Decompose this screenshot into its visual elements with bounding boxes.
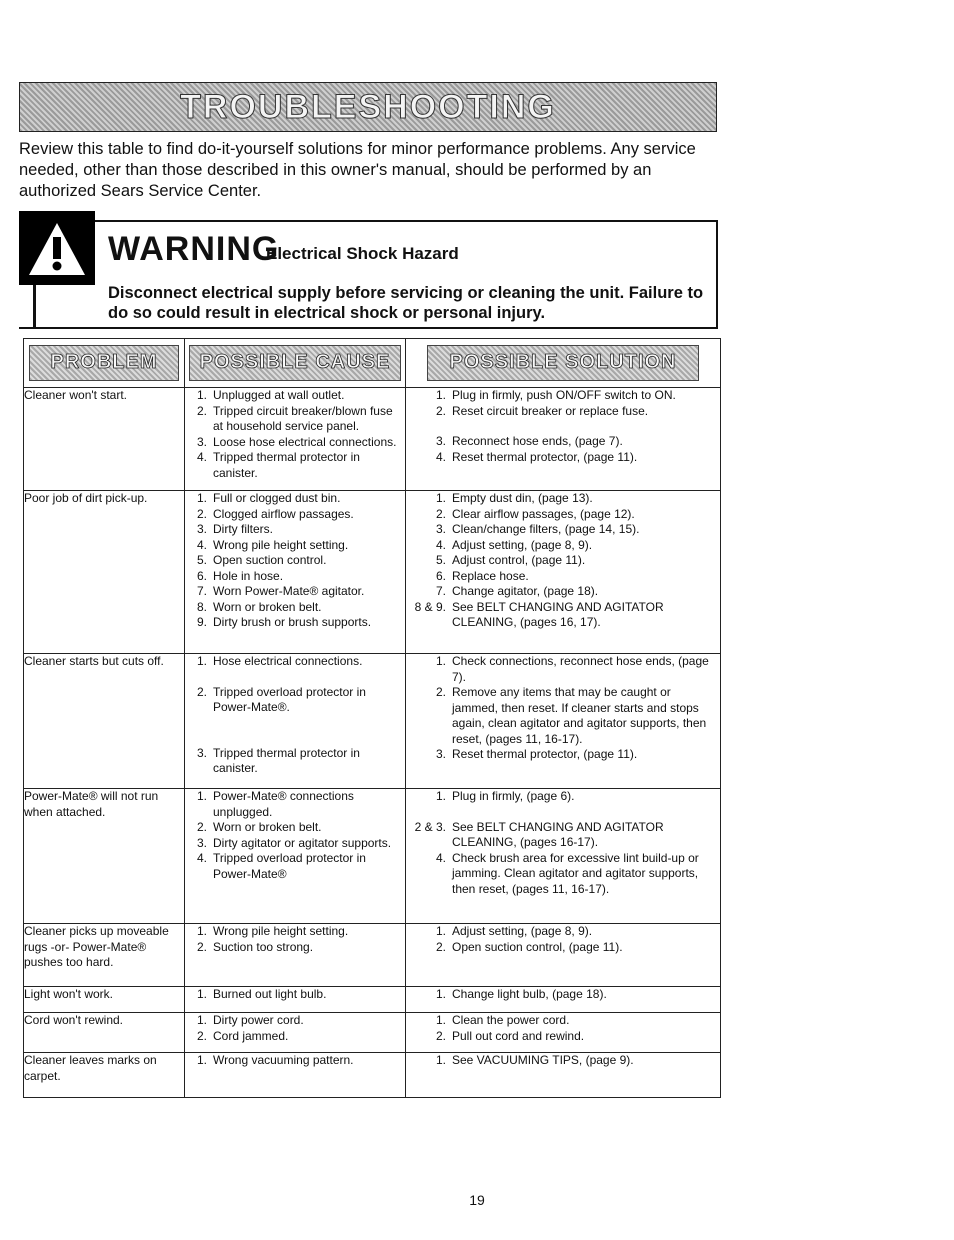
item-number: 7.: [435, 584, 446, 598]
item-text: Tripped overload protector in Power-Mate®: [213, 851, 366, 881]
solution-item: [406, 522, 720, 538]
table-row: [24, 789, 721, 924]
item-number: 3.: [196, 745, 207, 760]
table-row: [24, 1013, 721, 1053]
cause-cell: [185, 1013, 406, 1053]
item-number: 1.: [435, 987, 446, 1001]
item-number: 3.: [435, 434, 446, 448]
header-problem-cell: [24, 339, 185, 388]
section-title: TROUBLESHOOTING: [180, 87, 556, 126]
item-text: Tripped thermal protector in canister.: [213, 450, 360, 480]
problem-cell: [24, 789, 185, 924]
cause-cell: [185, 789, 406, 924]
cause-item: [185, 553, 405, 569]
item-text: Empty dust din, (page 13).: [452, 491, 593, 505]
problem-cell: [24, 491, 185, 654]
item-number: 4.: [435, 537, 446, 552]
item-text: Tripped thermal protector in canister.: [213, 745, 360, 775]
item-text: Loose hose electrical connections.: [213, 434, 397, 449]
solution-item: [406, 434, 720, 450]
item-number: 1.: [196, 1053, 207, 1067]
cause-item: [185, 654, 405, 670]
item-text: Pull out cord and rewind.: [452, 1028, 585, 1043]
item-number: 4.: [196, 537, 207, 552]
cause-item: [185, 685, 405, 716]
solution-cell: [406, 924, 721, 987]
item-text: Clogged airflow passages.: [213, 506, 354, 521]
solution-item: [406, 450, 720, 466]
item-text: Adjust setting, (page 8, 9).: [452, 537, 593, 552]
item-text: Dirty agitator or agitator supports.: [213, 835, 392, 850]
solution-item: [406, 987, 720, 1003]
header-solution: POSSIBLE SOLUTION: [427, 345, 699, 381]
warning-subtitle: Electrical Shock Hazard: [266, 244, 459, 263]
item-text: Remove any items that may be caught or jammed, then reset. If cleaner starts and stops again, clean agitator and agitator supports, then reset, (pages 11, 16-17).: [452, 685, 707, 746]
table-row: [24, 388, 721, 491]
solution-item: [406, 584, 720, 600]
item-text: Clean the power cord.: [452, 1013, 570, 1027]
item-text: Reset thermal protector, (page 11).: [452, 449, 638, 464]
solution-item: [406, 600, 720, 631]
troubleshooting-table: [23, 338, 721, 1098]
warning-triangle-icon: [19, 211, 95, 285]
item-text: Wrong pile height setting.: [213, 924, 349, 938]
problem-text: Cleaner picks up moveable rugs -or- Power-Mate® pushes too hard.: [24, 924, 169, 969]
item-text: Power-Mate® connections unplugged.: [213, 789, 354, 819]
cause-item: [185, 388, 405, 404]
table-row: [24, 491, 721, 654]
header-problem: PROBLEM: [29, 345, 179, 381]
item-number: 5.: [196, 553, 207, 567]
spacer: [185, 670, 405, 685]
item-text: Check connections, reconnect hose ends, (page 7).: [452, 654, 709, 684]
item-text: Plug in firmly, (page 6).: [452, 789, 575, 803]
item-number: 1.: [196, 924, 207, 938]
solution-cell: [406, 1053, 721, 1098]
item-text: Clear airflow passages, (page 12).: [452, 506, 635, 521]
item-number: 3.: [196, 434, 207, 449]
problem-cell: [24, 924, 185, 987]
item-number: 8.: [196, 599, 207, 614]
item-text: See BELT CHANGING AND AGITATOR CLEANING, (pages 16-17).: [452, 819, 664, 849]
solution-item: [406, 569, 720, 585]
solution-item: [406, 1013, 720, 1029]
solution-cell: [406, 1013, 721, 1053]
problem-cell: [24, 1013, 185, 1053]
cause-item: [185, 746, 405, 777]
solution-cell: [406, 987, 721, 1013]
solution-item: [406, 747, 720, 763]
item-text: Worn or broken belt.: [213, 820, 322, 834]
item-number: 1.: [196, 1013, 207, 1027]
cause-item: [185, 836, 405, 852]
item-number: 1.: [196, 654, 207, 668]
item-number: 5.: [435, 553, 446, 567]
item-text: Tripped circuit breaker/blown fuse at household service panel.: [213, 403, 393, 433]
item-number: 8 & 9.: [414, 599, 446, 614]
cause-cell: [185, 987, 406, 1013]
cause-item: [185, 404, 405, 435]
page-number: 19: [469, 1192, 485, 1208]
cause-item: [185, 1029, 405, 1045]
item-number: 4.: [196, 450, 207, 464]
item-text: Check brush area for excessive lint build-up or jamming. Clean agitator and agitator supports, then reset, (pages 11, 16-17).: [452, 850, 699, 896]
item-number: 2.: [196, 939, 207, 954]
item-number: 2.: [435, 506, 446, 521]
header-solution-cell: [406, 339, 721, 388]
item-number: 3.: [196, 522, 207, 536]
solution-item: [406, 404, 720, 420]
header-cause-cell: [185, 339, 406, 388]
solution-item: [406, 538, 720, 554]
item-number: 2.: [196, 1028, 207, 1043]
solution-item: [406, 851, 720, 898]
item-text: Cord jammed.: [213, 1028, 289, 1043]
item-text: Wrong vacuuming pattern.: [213, 1053, 354, 1067]
cause-item: [185, 569, 405, 585]
item-number: 3.: [196, 835, 207, 850]
item-number: 1.: [435, 1053, 446, 1067]
solution-item: [406, 491, 720, 507]
item-text: Reconnect hose ends, (page 7).: [452, 434, 623, 448]
cause-item: [185, 1053, 405, 1069]
table-row: [24, 924, 721, 987]
problem-cell: [24, 987, 185, 1013]
item-text: Burned out light bulb.: [213, 987, 327, 1001]
item-text: Open suction control.: [213, 553, 327, 567]
cause-item: [185, 987, 405, 1003]
section-banner: [19, 82, 717, 132]
cause-item: [185, 924, 405, 940]
item-text: Reset circuit breaker or replace fuse.: [452, 403, 649, 418]
item-text: Worn Power-Mate® agitator.: [213, 584, 365, 598]
item-number: 2.: [435, 403, 446, 418]
item-number: 1.: [196, 987, 207, 1001]
problem-cell: [24, 1053, 185, 1098]
cause-item: [185, 491, 405, 507]
problem-cell: [24, 388, 185, 491]
solution-item: [406, 820, 720, 851]
cause-item: [185, 435, 405, 451]
item-text: Suction too strong.: [213, 939, 314, 954]
item-text: Clean/change filters, (page 14, 15).: [452, 522, 640, 536]
solution-cell: [406, 789, 721, 924]
problem-text: Power-Mate® will not run when attached.: [24, 789, 159, 819]
item-number: 7.: [196, 584, 207, 598]
solution-item: [406, 553, 720, 569]
cause-cell: [185, 388, 406, 491]
item-number: 2 & 3.: [414, 819, 446, 834]
item-number: 1.: [196, 491, 207, 505]
item-text: Wrong pile height setting.: [213, 537, 349, 552]
solution-item: [406, 789, 720, 805]
item-number: 4.: [435, 850, 446, 865]
item-text: Plug in firmly, push ON/OFF switch to ON.: [452, 388, 676, 402]
cause-item: [185, 522, 405, 538]
problem-text: Light won't work.: [24, 987, 113, 1001]
item-number: 1.: [435, 388, 446, 402]
item-text: Open suction control, (page 11).: [452, 939, 623, 954]
item-number: 2.: [196, 820, 207, 834]
item-number: 3.: [435, 747, 446, 761]
item-number: 1.: [435, 789, 446, 803]
cause-item: [185, 584, 405, 600]
cause-item: [185, 538, 405, 554]
cause-item: [185, 940, 405, 956]
spacer: [406, 805, 720, 820]
cause-cell: [185, 1053, 406, 1098]
item-number: 3.: [435, 522, 446, 536]
solution-item: [406, 388, 720, 404]
item-text: See VACUUMING TIPS, (page 9).: [452, 1053, 634, 1067]
item-number: 1.: [196, 388, 207, 402]
cause-item: [185, 789, 405, 820]
solution-item: [406, 1053, 720, 1069]
spacer: [406, 419, 720, 434]
item-number: 2.: [196, 506, 207, 521]
item-number: 6.: [196, 568, 207, 583]
solution-item: [406, 924, 720, 940]
cause-item: [185, 450, 405, 481]
item-number: 2.: [435, 939, 446, 954]
warning-bar: [33, 285, 36, 329]
item-text: Dirty filters.: [213, 522, 273, 536]
item-number: 9.: [196, 615, 207, 629]
cause-item: [185, 820, 405, 836]
problem-text: Cleaner leaves marks on carpet.: [24, 1053, 157, 1083]
problem-text: Poor job of dirt pick-up.: [24, 491, 148, 505]
warning-message: Disconnect electrical supply before servicing or cleaning the unit. Failure to do so could result in electrical shock or personal injury.: [108, 284, 704, 322]
item-number: 1.: [435, 1013, 446, 1027]
item-text: Worn or broken belt.: [213, 599, 322, 614]
solution-cell: [406, 654, 721, 789]
item-number: 1.: [435, 924, 446, 938]
problem-cell: [24, 654, 185, 789]
item-text: Hole in hose.: [213, 568, 284, 583]
item-number: 2.: [435, 1028, 446, 1043]
item-text: Dirty power cord.: [213, 1013, 304, 1027]
spacer: [185, 731, 405, 746]
cause-cell: [185, 654, 406, 789]
item-text: Hose electrical connections.: [213, 654, 363, 668]
item-text: Full or clogged dust bin.: [213, 491, 341, 505]
item-number: 1.: [435, 654, 446, 668]
item-number: 2.: [435, 685, 446, 699]
problem-text: Cleaner won't start.: [24, 388, 128, 402]
item-text: See BELT CHANGING AND AGITATOR CLEANING, (pages 16, 17).: [452, 599, 664, 629]
header-cause: POSSIBLE CAUSE: [189, 345, 401, 381]
spacer: [185, 716, 405, 731]
item-text: Tripped overload protector in Power-Mate®.: [213, 684, 366, 714]
cause-cell: [185, 924, 406, 987]
item-text: Adjust setting, (page 8, 9).: [452, 924, 593, 938]
item-text: Change agitator, (page 18).: [452, 584, 599, 598]
item-text: Change light bulb, (page 18).: [452, 987, 607, 1001]
item-text: Dirty brush or brush supports.: [213, 615, 372, 629]
item-number: 6.: [435, 568, 446, 583]
item-number: 2.: [196, 684, 207, 699]
solution-item: [406, 940, 720, 956]
solution-cell: [406, 491, 721, 654]
item-number: 2.: [196, 403, 207, 418]
item-text: Unplugged at wall outlet.: [213, 388, 345, 402]
cause-cell: [185, 491, 406, 654]
cause-item: [185, 600, 405, 616]
problem-text: Cord won't rewind.: [24, 1013, 123, 1027]
item-number: 1.: [435, 491, 446, 505]
problem-text: Cleaner starts but cuts off.: [24, 654, 164, 668]
item-number: 4.: [196, 851, 207, 865]
item-number: 1.: [196, 789, 207, 803]
item-text: Adjust control, (page 11).: [452, 553, 586, 567]
item-text: Replace hose.: [452, 568, 529, 583]
solution-item: [406, 507, 720, 523]
intro-paragraph: Review this table to find do-it-yourself solutions for minor performance problems. Any service needed, other than those described in this owner's manual, should be performed by an authorized Sears Service Center.: [19, 140, 696, 200]
solution-item: [406, 654, 720, 685]
solution-cell: [406, 388, 721, 491]
solution-item: [406, 1029, 720, 1045]
table-row: [24, 987, 721, 1013]
cause-item: [185, 851, 405, 882]
cause-item: [185, 507, 405, 523]
warning-title: WARNING: [108, 230, 280, 268]
cause-item: [185, 1013, 405, 1029]
item-number: 4.: [435, 449, 446, 464]
table-row: [24, 654, 721, 789]
item-text: Reset thermal protector, (page 11).: [452, 747, 638, 761]
table-header-row: [24, 339, 721, 388]
cause-item: [185, 615, 405, 631]
table-row: [24, 1053, 721, 1098]
solution-item: [406, 685, 720, 747]
